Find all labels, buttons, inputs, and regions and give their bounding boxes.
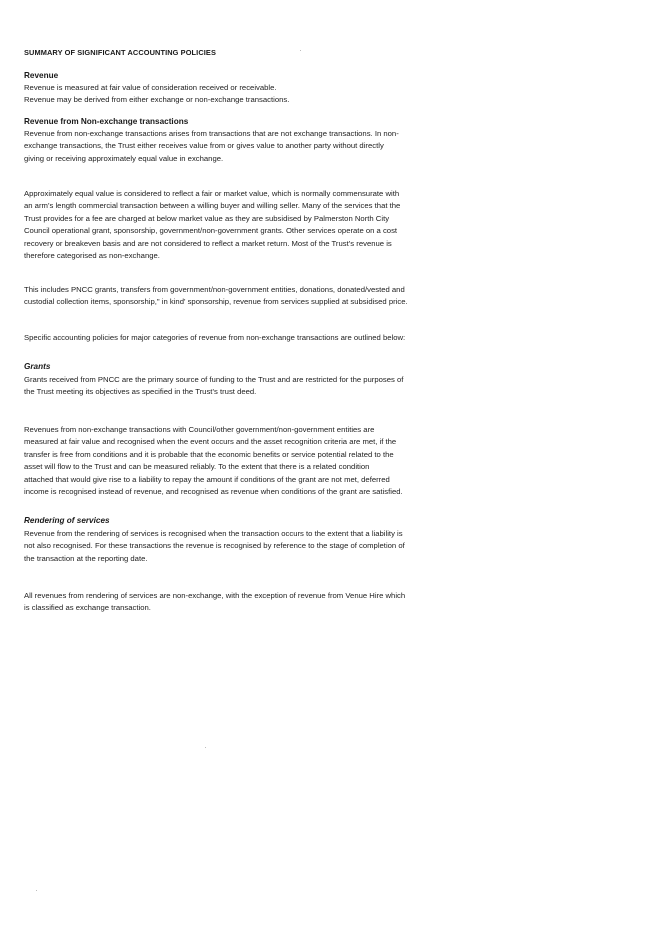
text-line: is classified as exchange transaction. — [24, 603, 151, 613]
text-line: the Trust meeting its objectives as specified in the Trust’s trust deed. — [24, 387, 257, 397]
text-line: giving or receiving approximately equal value in exchange. — [24, 153, 224, 163]
section-non-exchange-text — [24, 128, 444, 165]
text-line: measured at fair value and recognised when the event occurs and the asset recognition criteria are met, if the — [24, 437, 397, 447]
section-grants — [24, 362, 444, 399]
section-heading-grants: Grants — [24, 362, 51, 371]
text-line: Revenues from non-exchange transactions with Council/other government/non-government entities are — [24, 425, 375, 434]
text-line: Revenue may be derived from either exchange or non-exchange transactions. — [24, 95, 290, 105]
scan-speck — [205, 747, 206, 748]
document-title: SUMMARY OF SIGNIFICANT ACCOUNTING POLICIES — [24, 48, 216, 57]
paragraph-council-revenues — [24, 424, 444, 498]
section-heading-rendering-services: Rendering of services — [24, 516, 110, 525]
text-line: recovery or breakeven basis and are not considered to reflect a market return. Most of the Trust’s revenue is — [24, 238, 392, 248]
text-line: Trust provides for a fee are charged at below market value as they are subsidised by Palmerston North City — [24, 213, 390, 223]
document-title-block — [24, 48, 444, 57]
text-line: an arm’s length commercial transaction between a willing buyer and willing seller. Many of the services that the — [24, 201, 401, 211]
text-line: Grants received from PNCC are the primary source of funding to the Trust and are restricted for the purposes of — [24, 375, 404, 384]
text-line: Specific accounting policies for major categories of revenue from non-exchange transactions are outlined below: — [24, 333, 406, 342]
section-heading-revenue: Revenue — [24, 71, 59, 80]
scan-speck — [36, 890, 37, 891]
paragraph-all-revenues — [24, 590, 444, 615]
paragraph-equal-value — [24, 188, 444, 262]
text-line: therefore categorised as non-exchange. — [24, 251, 160, 261]
section-revenue-text — [24, 82, 444, 107]
text-line: exchange transactions, the Trust either receives value from or gives value to another party without directly — [24, 141, 384, 151]
text-line: transfer is free from conditions and it is probable that the economic benefits or service potential related to the — [24, 449, 394, 459]
text-line: the transaction at the reporting date. — [24, 553, 148, 563]
text-line: Council operational grant, sponsorship, government/non-government grants. Other services operate on a cost — [24, 226, 398, 236]
text-line: income is recognised instead of revenue, and recognised as revenue when conditions of the grant are satisfied. — [24, 487, 403, 497]
text-line: Revenue from the rendering of services is recognised when the transaction occurs to the extent that a liability is — [24, 529, 403, 538]
paragraph-specific-policies — [24, 332, 444, 344]
section-rendering-services — [24, 516, 444, 565]
text-line: custodial collection items, sponsorship," in kind' sponsorship, revenue from services supplied at subsidised price. — [24, 297, 408, 307]
text-line: attached that would give rise to a liability to repay the amount if conditions of the grant are not met, deferred — [24, 474, 390, 484]
paragraph-includes — [24, 284, 444, 309]
text-line: Revenue is measured at fair value of consideration received or receivable. — [24, 83, 277, 92]
text-line: Approximately equal value is considered to reflect a fair or market value, which is normally commensurate with — [24, 189, 400, 198]
scan-speck — [300, 50, 301, 51]
text-line: This includes PNCC grants, transfers from government/non-government entities, donations, donated/vested and — [24, 285, 405, 294]
text-line: asset will flow to the Trust and can be measured reliably. To the extent that there is a related condition — [24, 462, 370, 472]
text-line: All revenues from rendering of services are non-exchange, with the exception of revenue from Venue Hire which — [24, 591, 406, 600]
section-non-exchange — [24, 117, 444, 165]
text-line: not also recognised. For these transactions the revenue is recognised by reference to the stage of completion of — [24, 541, 405, 551]
text-line: Revenue from non-exchange transactions arises from transactions that are not exchange transactions. In non- — [24, 129, 399, 138]
section-heading-non-exchange: Revenue from Non-exchange transactions — [24, 117, 189, 126]
section-revenue — [24, 71, 444, 107]
